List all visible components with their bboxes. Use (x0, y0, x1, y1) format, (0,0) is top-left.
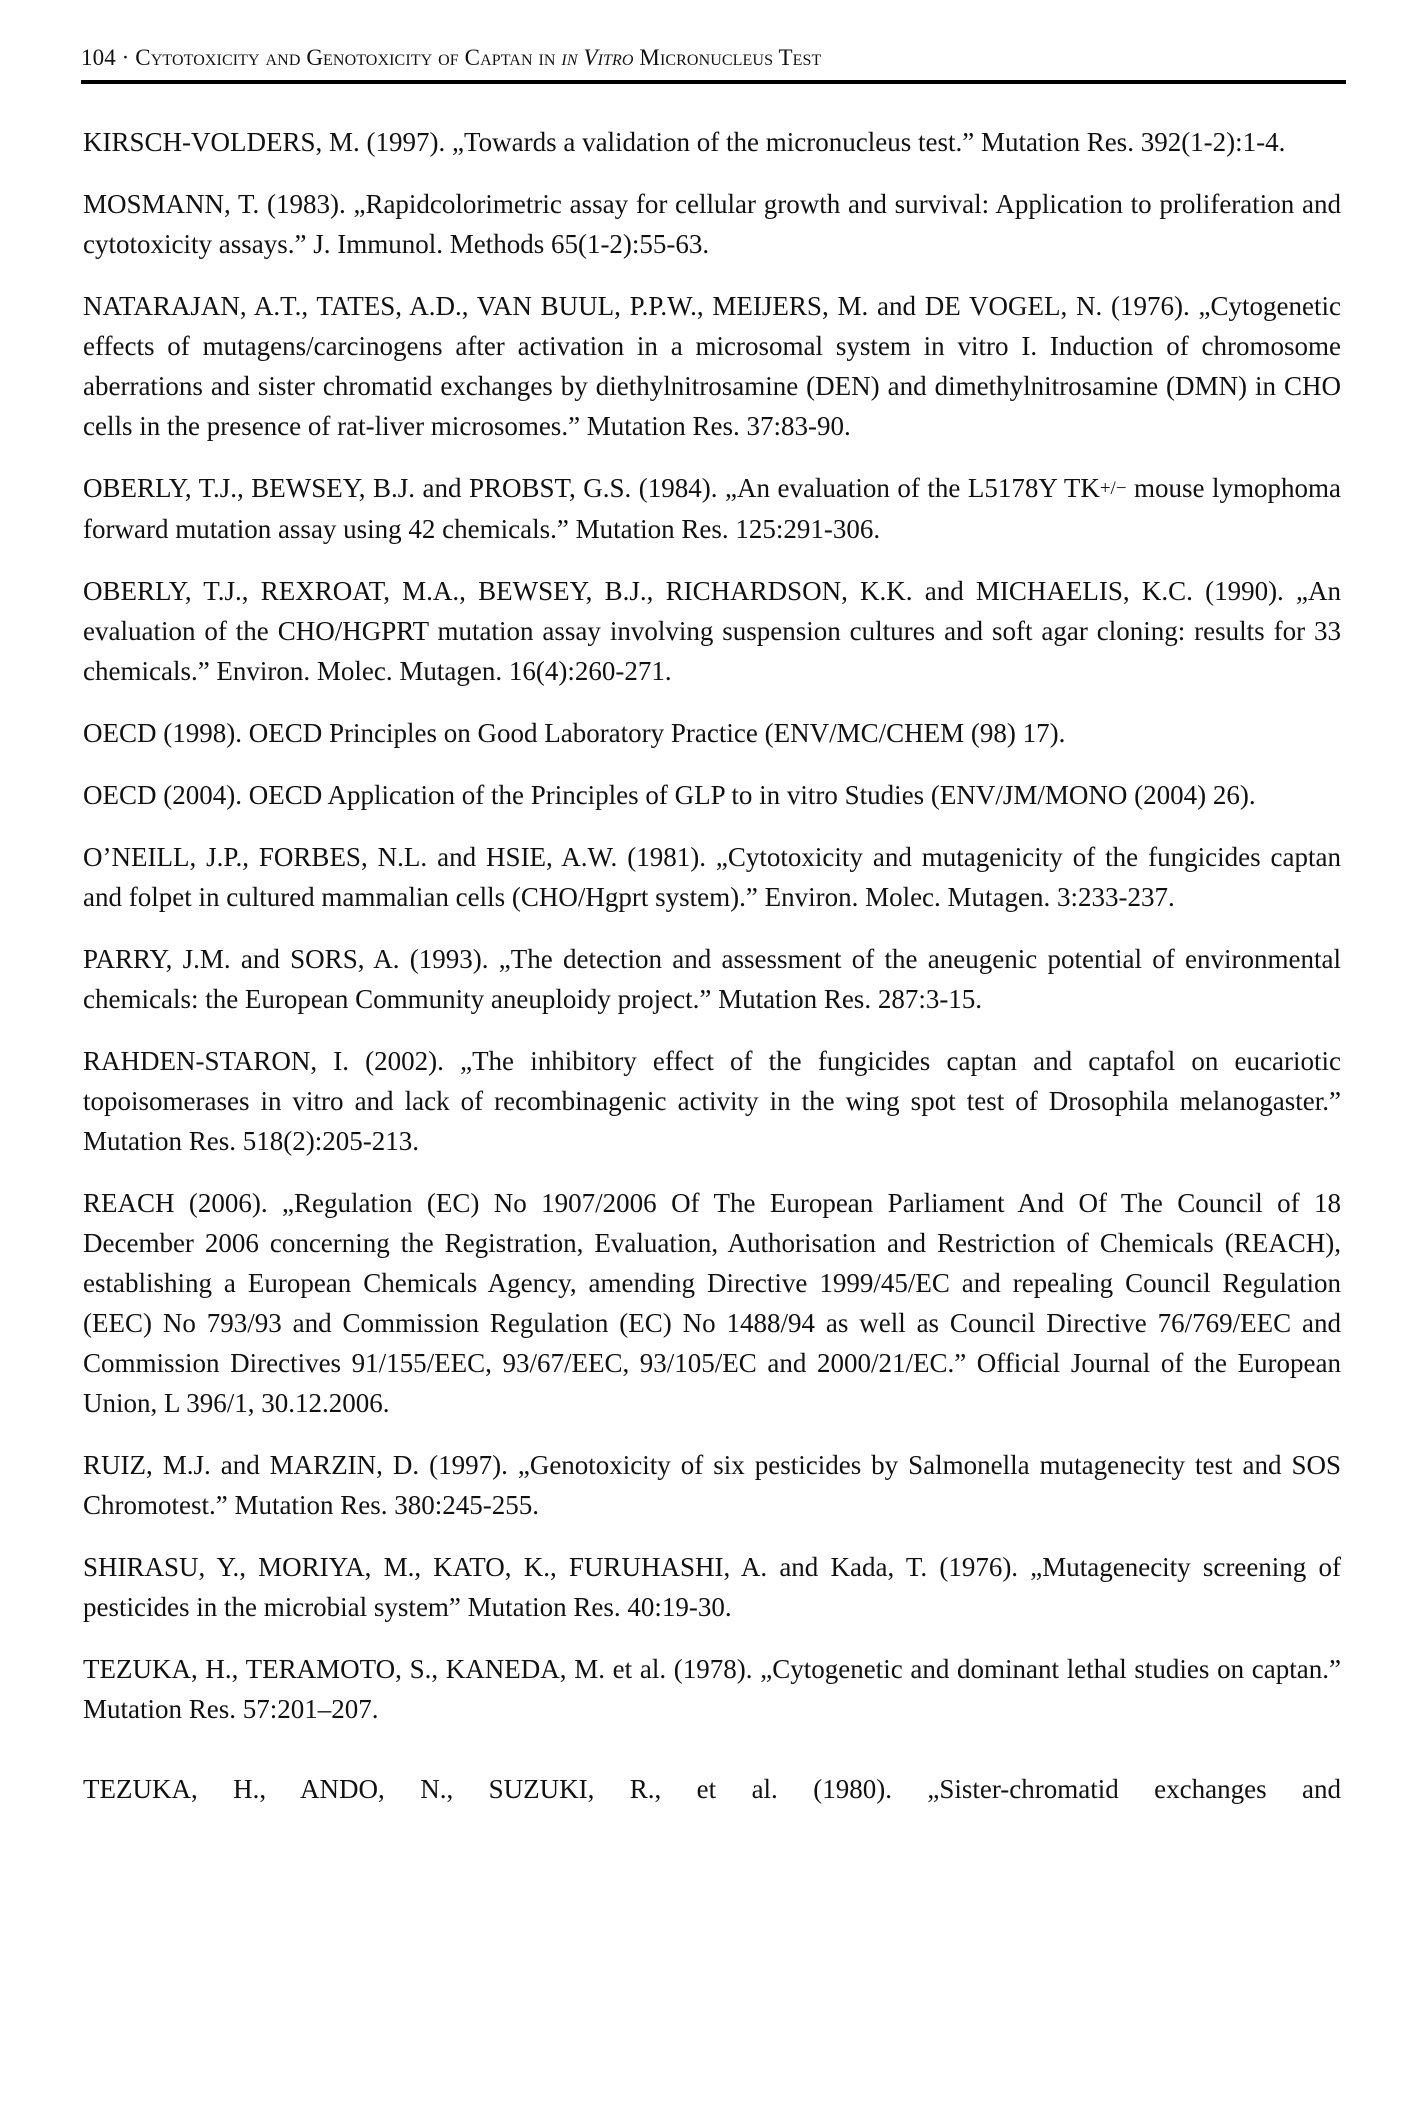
reference-entry: OECD (1998). OECD Principles on Good Laboratory Practice (ENV/MC/CHEM (98) 17). (83, 718, 1066, 748)
reference-entry: OBERLY, T.J., REXROAT, M.A., BEWSEY, B.J., RICHARDSON, K.K. and MICHAELIS, K.C. (1990). „An evaluation of the CHO/HGPRT mutation assay involving suspension cultures and soft agar cloning: results for 33 chemicals.” Environ. Molec. Mutagen. 16(4):260-271. (83, 576, 1341, 686)
reference-entry: RUIZ, M.J. and MARZIN, D. (1997). „Genotoxicity of six pesticides by Salmonella mutagenecity test and SOS Chromotest.” Mutation Res. 380:245-255. (83, 1450, 1341, 1520)
header-rule (81, 80, 1346, 84)
reference-entry: SHIRASU, Y., MORIYA, M., KATO, K., FURUHASHI, A. and Kada, T. (1976). „Mutagenecity screening of pesticides in the microbial system” Mutation Res. 40:19-30. (83, 1552, 1341, 1622)
reference-entry-continued: TEZUKA, H., ANDO, N., SUZUKI, R., et al. (1980). „Sister-chromatid exchanges and (83, 1774, 1341, 1804)
reference-entry: O’NEILL, J.P., FORBES, N.L. and HSIE, A.W. (1981). „Cytotoxicity and mutagenicity of the fungicides captan and folpet in cultured mammalian cells (CHO/Hgprt system).” Environ. Molec. Mutagen. 3:233-237. (83, 842, 1341, 912)
header-title-part1: Cytotoxicity and Genotoxicity of Captan in (135, 45, 562, 70)
reference-entry: KIRSCH-VOLDERS, M. (1997). „Towards a validation of the micronucleus test.” Mutation Res. 392(1-2):1-4. (83, 127, 1286, 157)
reference-text: mouse lymophoma forward mutation assay using 42 chemicals.” Mutation Res. 125:291-306. (83, 473, 1341, 544)
reference-entry: RAHDEN-STARON, I. (2002). „The inhibitory effect of the fungicides captan and captafol on eucariotic topoisomerases in vitro and lack of recombinagenic activity in the wing spot test of Drosophila melanogaster.” Mutation Res. 518(2):205-213. (83, 1046, 1341, 1156)
reference-entry: MOSMANN, T. (1983). „Rapidcolorimetric assay for cellular growth and survival: Application to proliferation and cytotoxicity assays.” J. Immunol. Methods 65(1-2):55-63. (83, 189, 1341, 259)
reference-list (83, 122, 1341, 1831)
reference-entry: PARRY, J.M. and SORS, A. (1993). „The detection and assessment of the aneugenic potential of environmental chemicals: the European Community aneuploidy project.” Mutation Res. 287:3-15. (83, 944, 1341, 1014)
reference-entry: OECD (2004). OECD Application of the Principles of GLP to in vitro Studies (ENV/JM/MONO (2004) 26). (83, 780, 1256, 810)
reference-entry (83, 468, 1341, 549)
page-number: 104 (81, 45, 116, 70)
running-header (81, 44, 1346, 72)
reference-superscript: +/− (1099, 478, 1127, 499)
header-separator: · (115, 45, 136, 70)
reference-entry: NATARAJAN, A.T., TATES, A.D., VAN BUUL, P.P.W., MEIJERS, M. and DE VOGEL, N. (1976). „Cytogenetic effects of mutagens/carcinogens after activation in a microsomal system in vitro I. Induction of chromosome aberrations and sister chromatid exchanges by diethylnitrosamine (DEN) and dimethylnitrosamine (DMN) in CHO cells in the presence of rat-liver microsomes.” Mutation Res. 37:83-90. (83, 291, 1341, 441)
reference-text: OBERLY, T.J., BEWSEY, B.J. and PROBST, G.S. (1984). „An evaluation of the L5178Y TK (83, 473, 1100, 503)
header-title-italic: in Vitro (561, 45, 634, 70)
header-title-part2: Micronucleus Test (633, 45, 822, 70)
reference-entry: REACH (2006). „Regulation (EC) No 1907/2006 Of The European Parliament And Of The Council of 18 December 2006 concerning the Registration, Evaluation, Authorisation and Restriction of Chemicals (REACH), establishing a European Chemicals Agency, amending Directive 1999/45/EC and repealing Council Regulation (EEC) No 793/93 and Commission Regulation (EC) No 1488/94 as well as Council Directive 76/769/EEC and Commission Directives 91/155/EEC, 93/67/EEC, 93/105/EC and 2000/21/EC.” Official Journal of the European Union, L 396/1, 30.12.2006. (83, 1188, 1341, 1418)
reference-entry: TEZUKA, H., TERAMOTO, S., KANEDA, M. et al. (1978). „Cytogenetic and dominant lethal studies on captan.” Mutation Res. 57:201–207. (83, 1654, 1341, 1724)
